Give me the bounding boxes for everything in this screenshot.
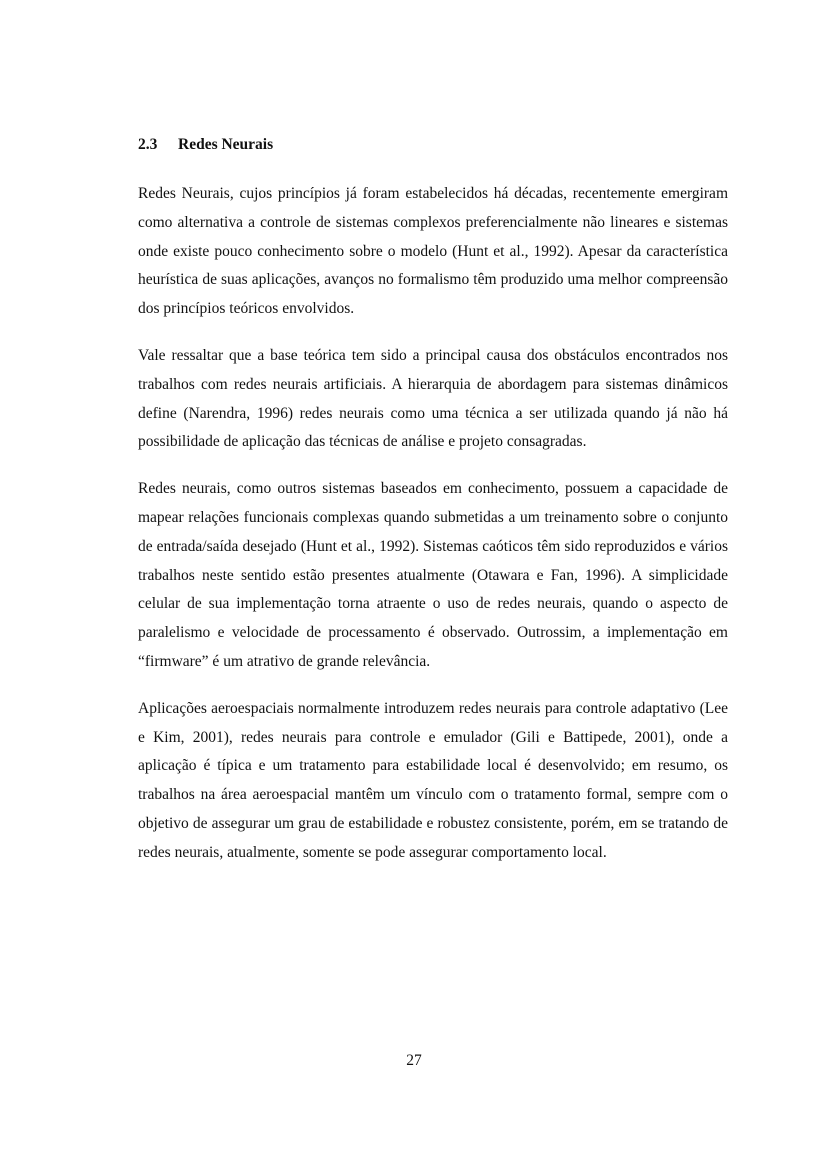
paragraph-1: Redes Neurais, cujos princípios já foram estabelecidos há décadas, recentemente emergiram como alternativa a controle de sistemas complexos preferencialmente não lineares e sistemas onde existe pouco conhecimento sobre o modelo (Hunt et al., 1992). Apesar da característica heurística de suas aplicações, avanços no formalismo têm produzido uma melhor compreensão dos princípios teóricos envolvidos. <box>138 185 728 318</box>
paragraph-4: Aplicações aeroespaciais normalmente introduzem redes neurais para controle adaptativo (Lee e Kim, 2001), redes neurais para controle e emulador (Gili e Battipede, 2001), onde a aplicação é típica e um tratamento para estabilidade local é desenvolvido; em resumo, os trabalhos na área aeroespacial mantêm um vínculo com o tratamento formal, sempre com o objetivo de assegurar um grau de estabilidade e robustez consistente, porém, em se tratando de redes neurais, atualmente, somente se pode assegurar comportamento local. <box>138 699 728 861</box>
section-number: 2.3 <box>138 136 158 153</box>
section-heading <box>138 134 728 156</box>
page-number: 27 <box>406 1052 422 1069</box>
section-title: Redes Neurais <box>178 136 274 153</box>
paragraph-2: Vale ressaltar que a base teórica tem sido a principal causa dos obstáculos encontrados nos trabalhos com redes neurais artificiais. A hierarquia de abordagem para sistemas dinâmicos define (Narendra, 1996) redes neurais como uma técnica a ser utilizada quando já não há possibilidade de aplicação das técnicas de análise e projeto consagradas. <box>138 346 728 451</box>
paragraph-3: Redes neurais, como outros sistemas baseados em conhecimento, possuem a capacidade de mapear relações funcionais complexas quando submetidas a um treinamento sobre o conjunto de entrada/saída desejado (Hunt et al., 1992). Sistemas caóticos têm sido reproduzidos e vários trabalhos neste sentido estão presentes atualmente (Otawara e Fan, 1996). A simplicidade celular de sua implementação torna atraente o uso de redes neurais, quando o aspecto de paralelismo e velocidade de processamento é observado. Outrossim, a implementação em “firmware” é um atrativo de grande relevância. <box>138 480 728 670</box>
page-content <box>138 134 728 886</box>
